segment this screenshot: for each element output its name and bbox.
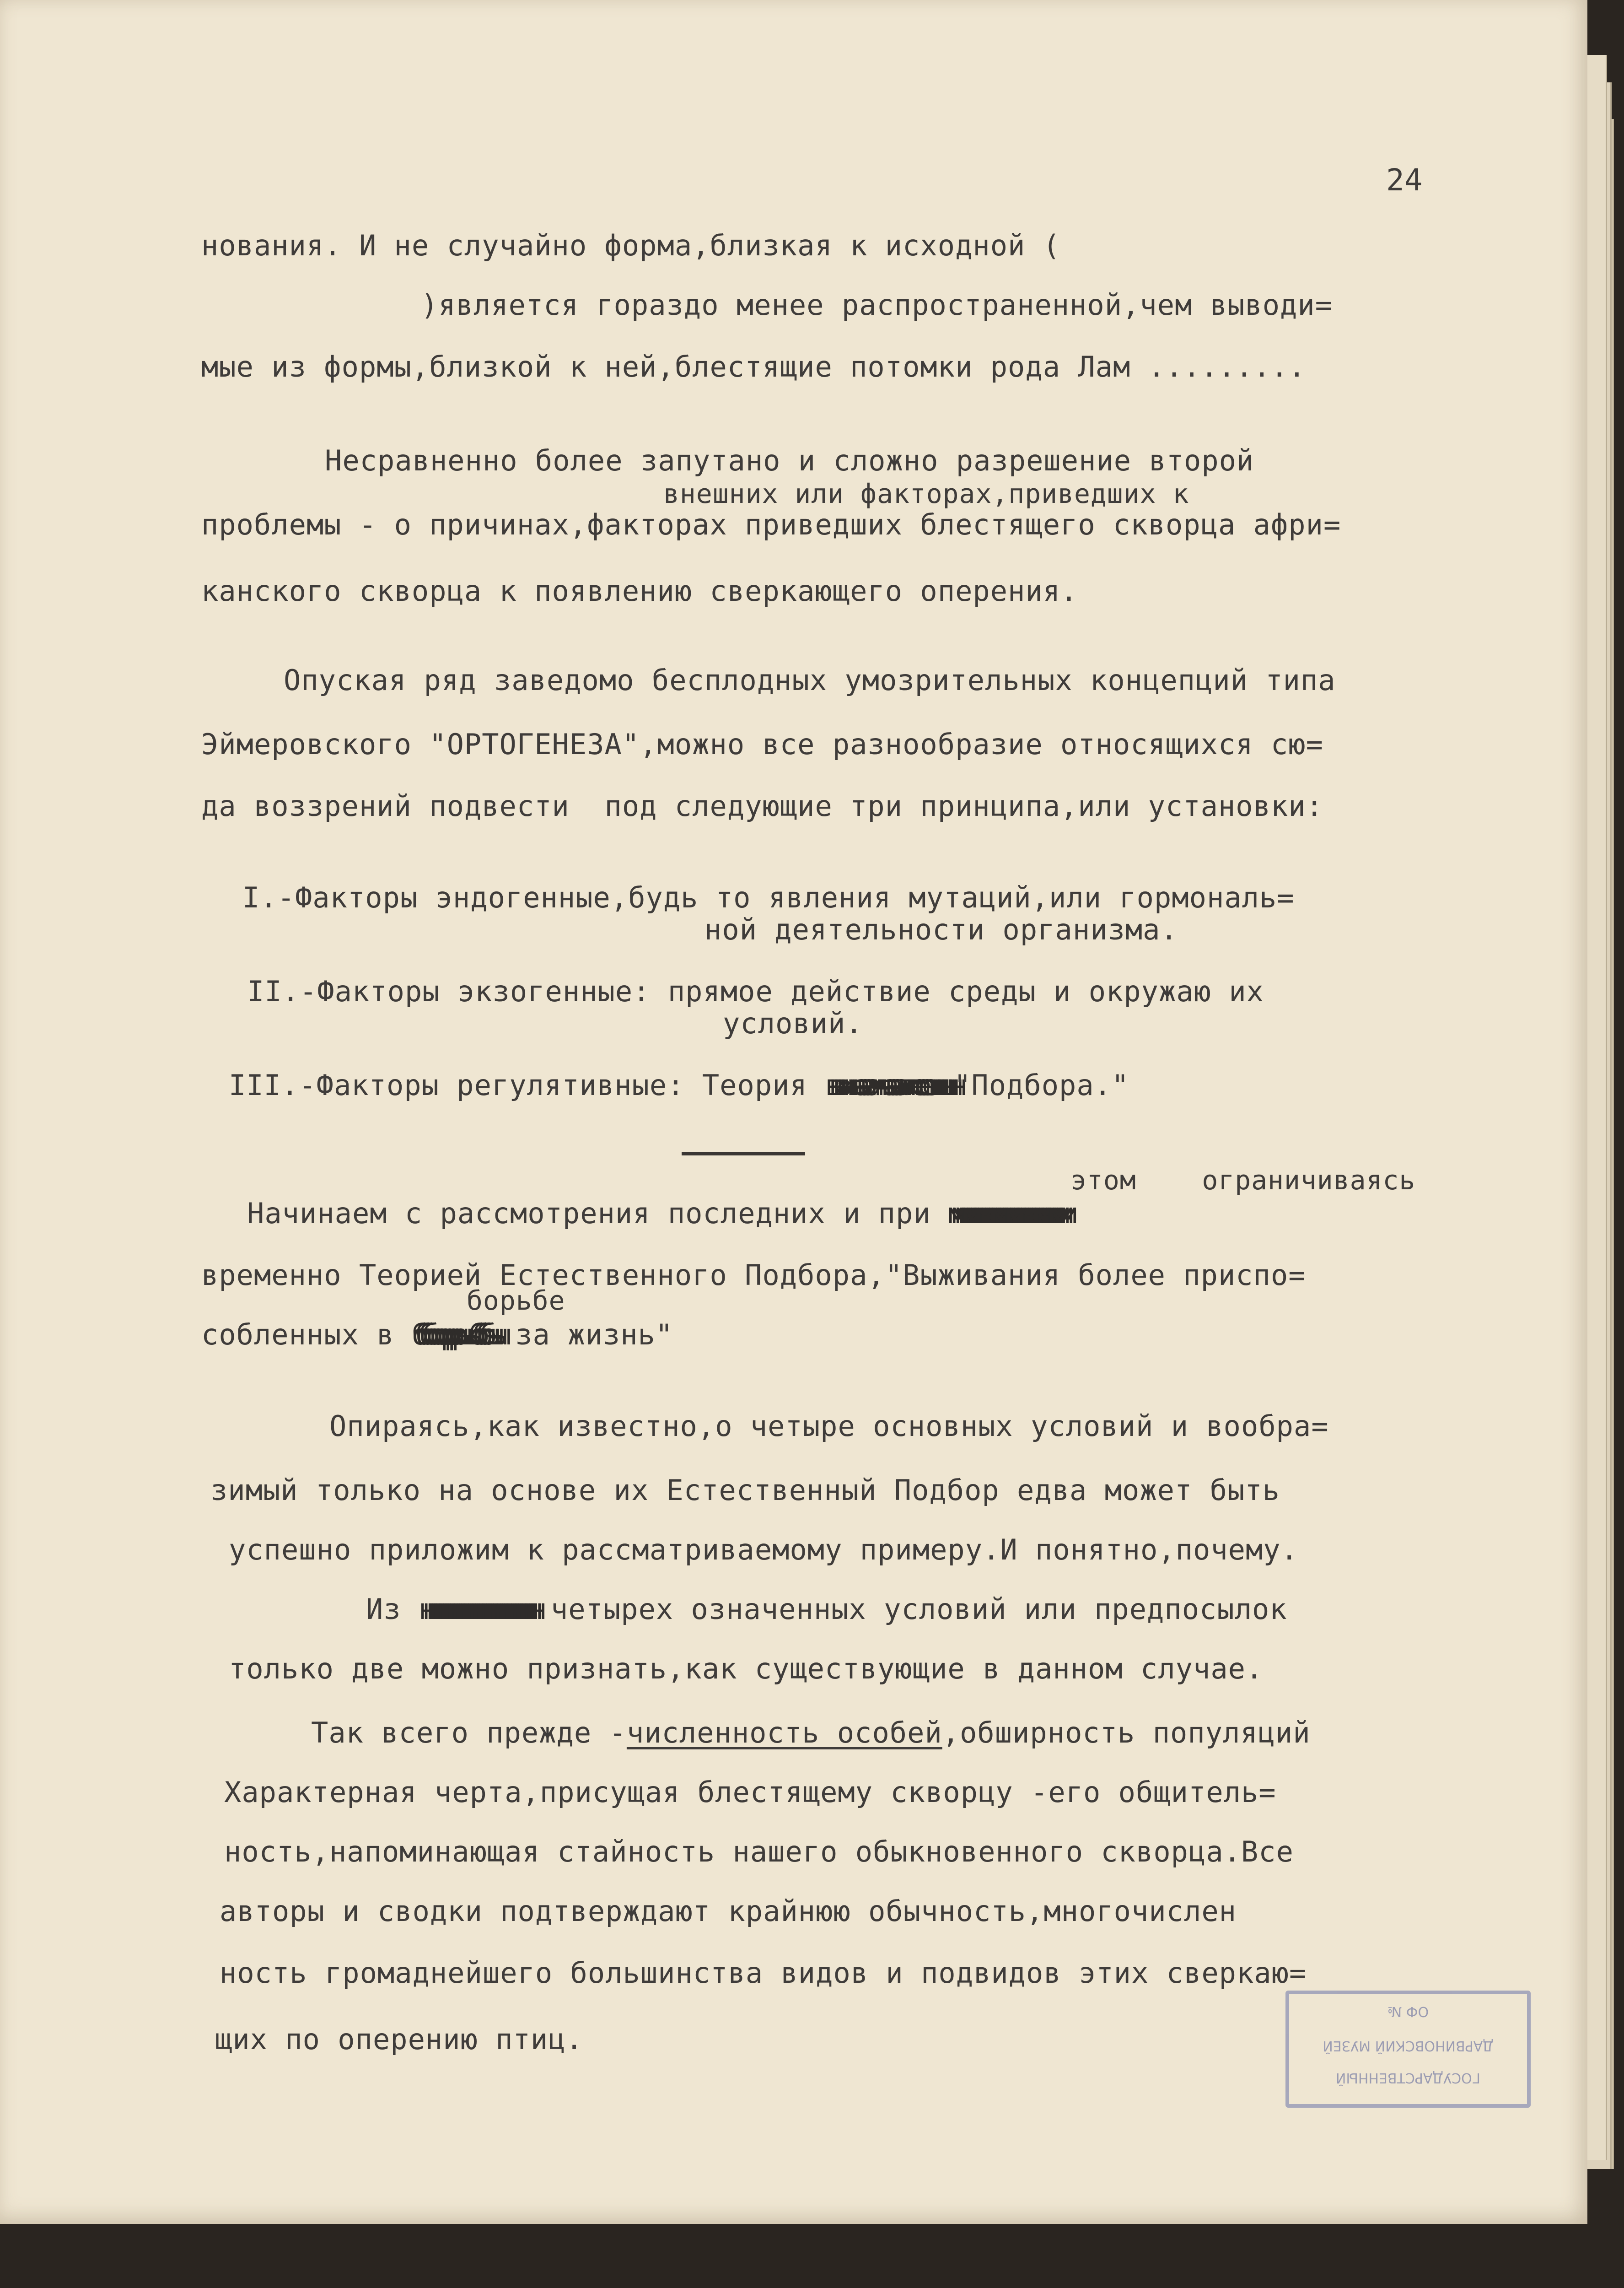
text-line: Несравненно более запутано и сложно разрешение второй (325, 444, 1254, 477)
text-line: Эймеровского "ОРТОГЕНЕЗА",можно все разнообразие относящихся сю= (201, 728, 1323, 761)
text-insertion: этом ограничиваясь (1070, 1165, 1416, 1196)
text-segment: Из (366, 1592, 419, 1626)
struck-out-word: вначалешн (825, 1068, 954, 1102)
text-line (247, 1197, 1063, 1230)
text-segment: собленных в (201, 1318, 412, 1351)
stamp-text: ОФ № (1387, 2003, 1429, 2019)
text-line: канского скворца к появлению сверкающего оперения. (201, 574, 1078, 608)
text-line: да воззрений подвести под следующие три принципа,или установки: (201, 789, 1323, 823)
text-line: щих по оперению птиц. (215, 2023, 583, 2056)
stamp-text: ДАРВИНОВСКИЙ МУЗЕЙ (1323, 2038, 1494, 2054)
museum-stamp (1285, 1991, 1531, 2108)
text-line: только две можно признать,как существующие в данном случае. (229, 1652, 1264, 1685)
text-line: Опуская ряд заведомо бесплодных умозрительных концепций типа (284, 664, 1336, 697)
list-item-continuation: условий. (723, 1007, 863, 1040)
text-line: временно Теорией Естественного Подбора,"Выживания более приспо= (201, 1258, 1306, 1292)
text-line: ность громаднейшего большинства видов и подвидов этих сверкаю= (220, 1956, 1307, 1990)
text-segment: за жизнь" (497, 1318, 673, 1351)
text-segment: четырех означенных условий или предпосылок (533, 1592, 1287, 1626)
page-number: 24 (1386, 162, 1423, 198)
text-line (311, 1716, 1311, 1749)
underlined-phrase: численность особей (626, 1716, 942, 1749)
list-item (229, 1068, 1129, 1102)
struck-out-word: борьбы (411, 1318, 498, 1351)
text-line (366, 1592, 1287, 1626)
text-line: мые из формы,близкой к ней,блестящие потомки рода Лам ......... (201, 350, 1306, 383)
list-item-continuation: ной деятельности организма. (704, 913, 1178, 946)
list-item: I.-Факторы эндогенные,будь то явления мутаций,или гормональ= (242, 881, 1295, 914)
text-line: )является гораздо менее распространенной,чем выводи= (421, 288, 1333, 322)
struck-out-word: нннннннн (418, 1592, 533, 1626)
stamp-text: ГОСУДАРСТВЕННЫЙ (1335, 2070, 1481, 2086)
list-item-text: "Подбора." (954, 1068, 1129, 1102)
list-item: II.-Факторы экзогенные: прямое действие среды и окружаю их (247, 975, 1264, 1008)
text-segment: Начинаем с рассмотрения последних и при (247, 1197, 949, 1230)
text-segment: Так всего прежде - (311, 1716, 627, 1749)
text-line: проблемы - о причинах,факторах приведших блестящего скворца афри= (201, 508, 1341, 541)
text-line: Опираясь,как известно,о четыре основных условий и вообра= (329, 1409, 1329, 1443)
text-segment: ,обширность популяций (942, 1716, 1311, 1749)
list-item-text: III.-Факторы регулятивные: Теория (229, 1068, 825, 1102)
text-line: Характерная черта,присущая блестящему скворцу -его общитель= (224, 1775, 1276, 1809)
text-line: зимый только на основе их Естественный Подбор едва может быть (210, 1473, 1280, 1507)
text-line (201, 1318, 673, 1351)
text-insertion: борьбе (467, 1285, 565, 1316)
text-insertion: внешних или факторах,приведших к (663, 478, 1189, 509)
section-divider (682, 1152, 805, 1155)
struck-out-word: мммммммм (948, 1197, 1063, 1230)
text-line: успешно приложим к рассматриваемому примеру.И понятно,почему. (229, 1533, 1298, 1566)
text-line: авторы и сводки подтверждают крайнюю обычность,многочислен (220, 1894, 1237, 1928)
text-line: ность,напоминающая стайность нашего обыкновенного скворца.Все (224, 1835, 1294, 1868)
text-line: нования. И не случайно форма,близкая к исходной ( (201, 229, 1061, 262)
